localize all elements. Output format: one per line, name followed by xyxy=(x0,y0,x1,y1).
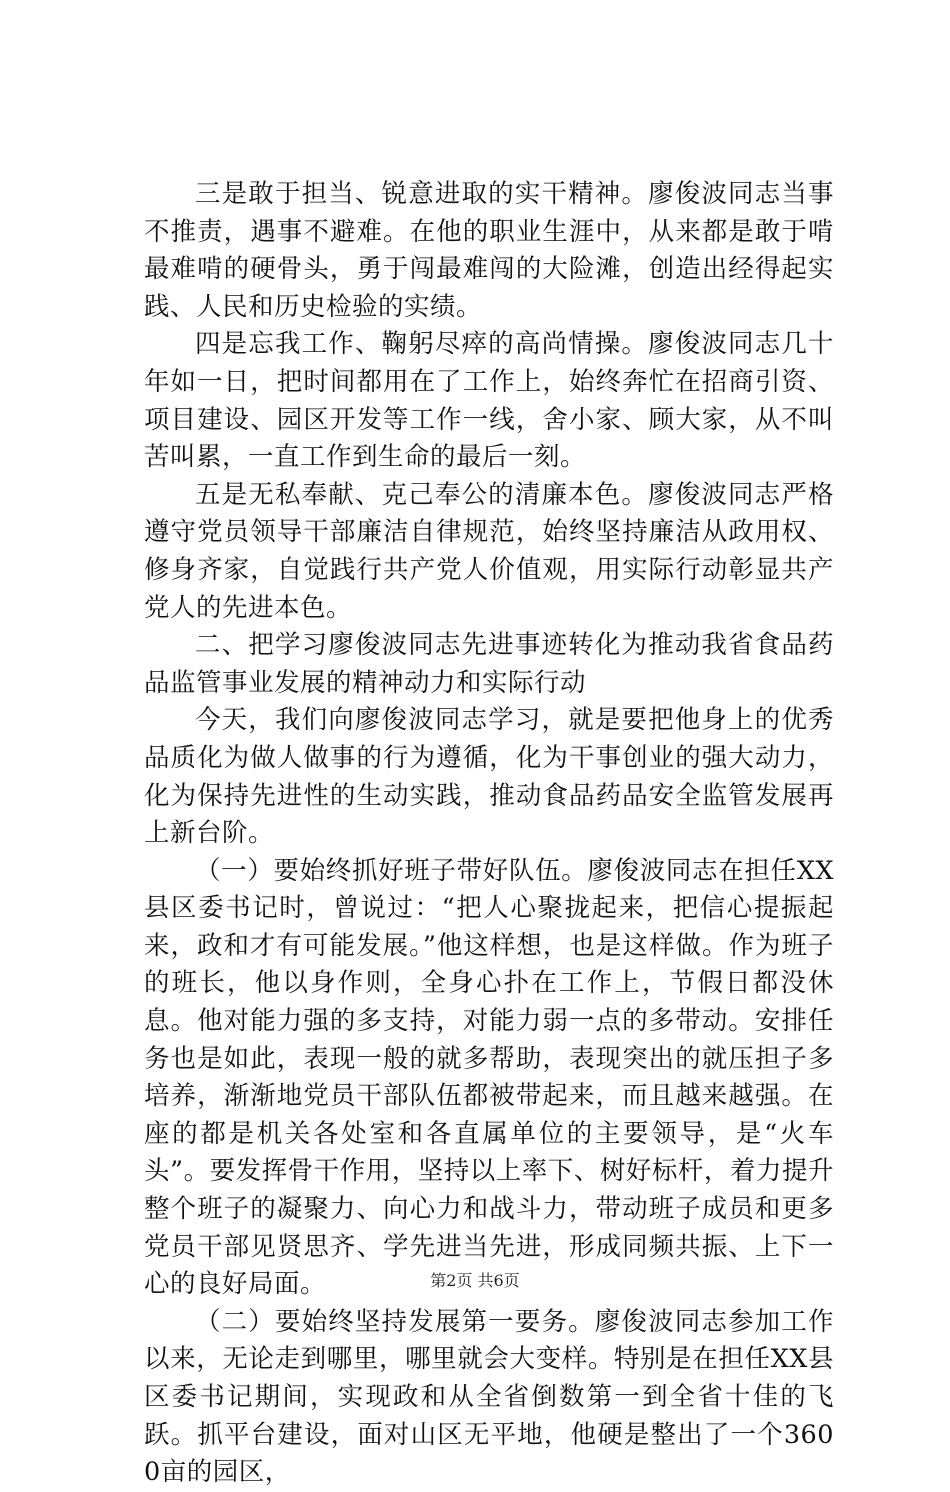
paragraph-spirit-four: 四是忘我工作、鞠躬尽瘁的高尚情操。廖俊波同志几十年如一日，把时间都用在了工作上，始终奔忙在招商引资、项目建设、园区开发等工作一线，舍小家、顾大家，从不叫苦叫累，一直工作到生命的最后一刻。 xyxy=(144,329,834,473)
paragraph-item-two: （二）要始终坚持发展第一要务。廖俊波同志参加工作以来，无论走到哪里，哪里就会大变样。特别是在担任XX县区委书记期间，实现政和从全省倒数第一到全省十佳的飞跃。抓平台建设，面对山区无平地，他硬是整出了一个3600亩的园区， xyxy=(144,1306,834,1488)
section-heading-two: 二、把学习廖俊波同志先进事迹转化为推动我省食品药品监管事业发展的精神动力和实际行动 xyxy=(144,630,834,698)
paragraph-intro: 今天，我们向廖俊波同志学习，就是要把他身上的优秀品质化为做人做事的行为遵循，化为干事创业的强大动力，化为保持先进性的生动实践，推动食品药品安全监管发展再上新台阶。 xyxy=(144,705,834,849)
page-footer: 第2页 共6页 xyxy=(430,1271,520,1290)
document-body xyxy=(144,176,834,1492)
paragraph-item-one: （一）要始终抓好班子带好队伍。廖俊波同志在担任XX县区委书记时，曾说过：“把人心聚拢起来，把信心提振起来，政和才有可能发展。”他这样想，也是这样做。作为班子的班长，他以身作则，全身心扑在工作上，节假日都没休息。他对能力强的多支持，对能力弱一点的多带动。安排任务也是如此，表现一般的就多帮助，表现突出的就压担子多培养，渐渐地党员干部队伍都被带起来，而且越来越强。在座的都是机关各处室和各直属单位的主要领导，是“火车头”。要发挥骨干作用，坚持以上率下、树好标杆，着力提升整个班子的凝聚力、向心力和战斗力，带动班子成员和更多党员干部见贤思齐、学先进当先进，形成同频共振、上下一心的良好局面。 xyxy=(144,855,834,1300)
paragraph-spirit-five: 五是无私奉献、克己奉公的清廉本色。廖俊波同志严格遵守党员领导干部廉洁自律规范，始终坚持廉洁从政用权、修身齐家，自觉践行共产党人价值观，用实际行动彰显共产党人的先进本色。 xyxy=(144,479,834,623)
paragraph-spirit-three: 三是敢于担当、锐意进取的实干精神。廖俊波同志当事不推责，遇事不避难。在他的职业生涯中，从来都是敢于啃最难啃的硬骨头，勇于闯最难闯的大险滩，创造出经得起实践、人民和历史检验的实绩。 xyxy=(144,179,834,322)
